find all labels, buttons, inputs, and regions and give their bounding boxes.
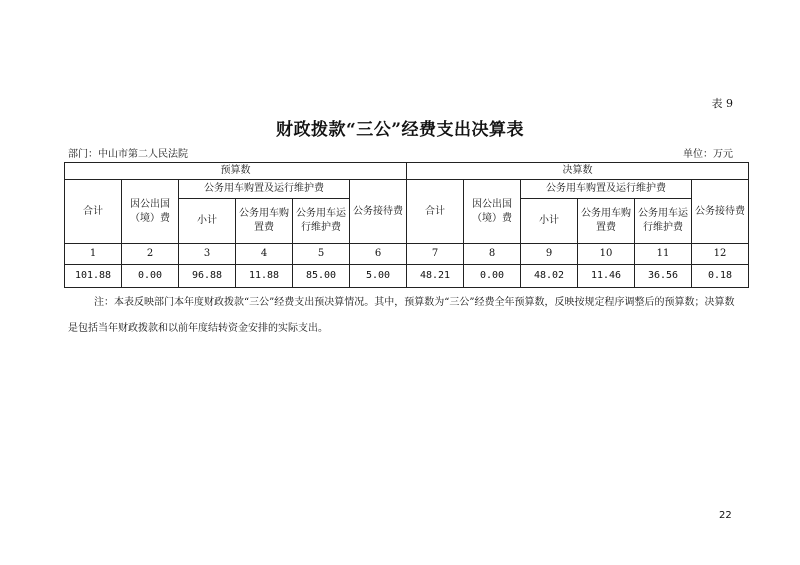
budget-header: 预算数 (65, 163, 407, 180)
final-vehicle-purchase-header: 公务用车购置费 (578, 199, 635, 244)
department-label: 部门：中山市第二人民法院 (68, 149, 188, 160)
value-cell: 48.21 (407, 265, 464, 288)
column-number: 8 (464, 244, 521, 265)
page-title: 财政拨款“三公”经费支出决算表 (275, 120, 525, 140)
column-number: 10 (578, 244, 635, 265)
budget-vehicle-purchase-header: 公务用车购置费 (236, 199, 293, 244)
value-cell: 96.88 (179, 265, 236, 288)
final-header: 决算数 (407, 163, 749, 180)
page-number: 22 (719, 510, 732, 521)
column-number: 12 (692, 244, 749, 265)
value-cell: 85.00 (293, 265, 350, 288)
column-number: 1 (65, 244, 122, 265)
final-vehicle-operation-header: 公务用车运行维护费 (635, 199, 692, 244)
final-reception-header: 公务接待费 (692, 180, 749, 244)
table-number: 表 9 (711, 97, 733, 110)
final-vehicle-group-header: 公务用车购置及运行维护费 (521, 180, 692, 199)
value-cell: 5.00 (350, 265, 407, 288)
column-number: 6 (350, 244, 407, 265)
budget-total-header: 合计 (65, 180, 122, 244)
budget-abroad-header: 因公出国（境）费 (122, 180, 179, 244)
value-cell: 36.56 (635, 265, 692, 288)
column-number: 4 (236, 244, 293, 265)
table-note: 注：本表反映部门本年度财政拨款“三公”经费支出预决算情况。其中，预算数为“三公”经费全年预算数，反映按规定程序调整后的预算数；决算数是包括当年财政拨款和以前年度结转资金安排的实际支出。 (68, 297, 735, 334)
column-number: 3 (179, 244, 236, 265)
budget-reception-header: 公务接待费 (350, 180, 407, 244)
column-number: 11 (635, 244, 692, 265)
column-number: 9 (521, 244, 578, 265)
value-cell: 11.46 (578, 265, 635, 288)
value-cell: 11.88 (236, 265, 293, 288)
value-cell: 101.88 (65, 265, 122, 288)
budget-vehicle-operation-header: 公务用车运行维护费 (293, 199, 350, 244)
budget-vehicle-group-header: 公务用车购置及运行维护费 (179, 180, 350, 199)
value-cell: 0.18 (692, 265, 749, 288)
three-public-expenses-table (64, 162, 749, 288)
column-number: 5 (293, 244, 350, 265)
final-abroad-header: 因公出国（境）费 (464, 180, 521, 244)
value-cell: 0.00 (122, 265, 179, 288)
final-total-header: 合计 (407, 180, 464, 244)
value-cell: 0.00 (464, 265, 521, 288)
value-cell: 48.02 (521, 265, 578, 288)
unit-label: 单位：万元 (683, 149, 733, 160)
budget-subtotal-header: 小计 (179, 199, 236, 244)
column-number: 2 (122, 244, 179, 265)
final-subtotal-header: 小计 (521, 199, 578, 244)
column-number: 7 (407, 244, 464, 265)
